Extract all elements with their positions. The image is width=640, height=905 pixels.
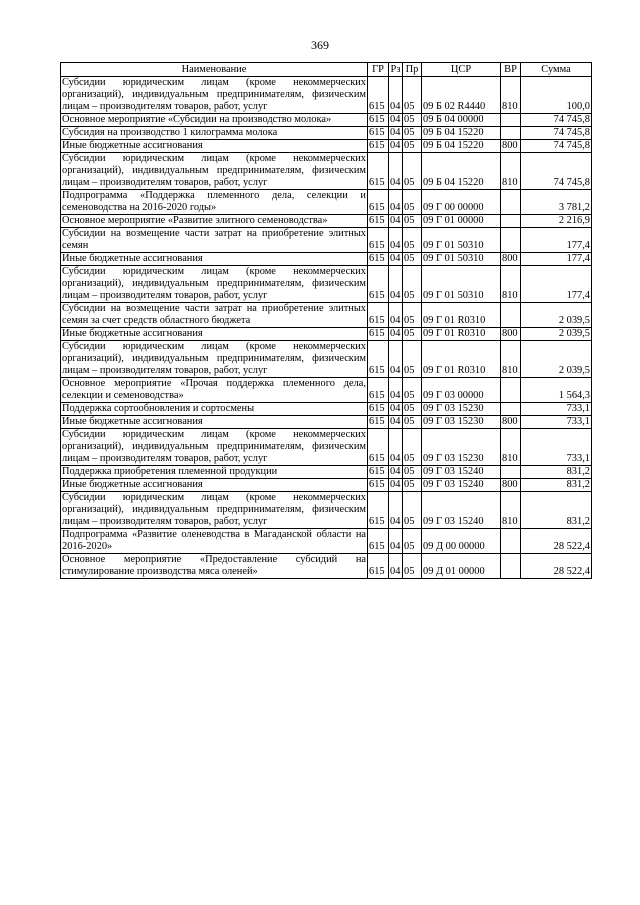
- header-pr: Пр: [403, 63, 422, 77]
- row-vr: 810: [501, 492, 521, 529]
- header-sum: Сумма: [521, 63, 592, 77]
- row-sum: 28 522,4: [521, 529, 592, 554]
- row-gr: 615: [368, 266, 389, 303]
- row-csr: 09 Г 01 00000: [422, 215, 501, 228]
- row-name: Иные бюджетные ассигнования: [61, 328, 368, 341]
- row-sum: 831,2: [521, 466, 592, 479]
- row-name: Субсидии юридическим лицам (кроме некоммерческих организаций), индивидуальным предпринимателям, физическим лицам – производителям товаров, работ, услуг: [62, 492, 366, 527]
- header-vr: ВР: [501, 63, 521, 77]
- row-csr: 09 Д 01 00000: [422, 554, 501, 579]
- row-vr: [501, 378, 521, 403]
- row-sum: 74 745,8: [521, 153, 592, 190]
- row-rz: 04: [389, 554, 403, 579]
- row-rz: 04: [389, 403, 403, 416]
- row-rz: 04: [389, 153, 403, 190]
- row-sum: 74 745,8: [521, 114, 592, 127]
- row-vr: [501, 554, 521, 579]
- row-rz: 04: [389, 529, 403, 554]
- table-row: [61, 328, 592, 341]
- row-vr: 800: [501, 479, 521, 492]
- row-rz: 04: [389, 429, 403, 466]
- row-csr: 09 Б 02 R4440: [422, 77, 501, 114]
- row-sum: 733,1: [521, 403, 592, 416]
- row-vr: [501, 215, 521, 228]
- row-name: Поддержка сортообновления и сортосмены: [61, 403, 368, 416]
- row-rz: 04: [389, 466, 403, 479]
- row-name: Субсидии юридическим лицам (кроме некоммерческих организаций), индивидуальным предпринимателям, физическим лицам – производителям товаров, работ, услуг: [62, 153, 366, 188]
- row-pr: 05: [403, 140, 422, 153]
- row-csr: 09 Б 04 15220: [422, 127, 501, 140]
- row-pr: 05: [403, 303, 422, 328]
- table-row: [61, 466, 592, 479]
- row-csr: 09 Г 01 50310: [422, 253, 501, 266]
- row-csr: 09 Г 01 R0310: [422, 328, 501, 341]
- row-name: Субсидии юридическим лицам (кроме некоммерческих организаций), индивидуальным предпринимателям, физическим лицам – производителям товаров, работ, услуг: [62, 77, 366, 112]
- row-pr: 05: [403, 403, 422, 416]
- row-pr: 05: [403, 253, 422, 266]
- row-pr: 05: [403, 492, 422, 529]
- row-gr: 615: [368, 228, 389, 253]
- row-pr: 05: [403, 190, 422, 215]
- header-rz: Рз: [389, 63, 403, 77]
- row-rz: 04: [389, 140, 403, 153]
- row-csr: 09 Д 00 00000: [422, 529, 501, 554]
- table-row: [61, 416, 592, 429]
- budget-table: [60, 62, 592, 579]
- row-pr: 05: [403, 429, 422, 466]
- row-sum: 2 039,5: [521, 341, 592, 378]
- row-name: Субсидия на производство 1 килограмма молока: [61, 127, 368, 140]
- table-row: [61, 228, 592, 253]
- row-name: Субсидии юридическим лицам (кроме некоммерческих организаций), индивидуальным предпринимателям, физическим лицам – производителям товаров, работ, услуг: [62, 266, 366, 301]
- row-name: Иные бюджетные ассигнования: [61, 140, 368, 153]
- table-row: [61, 492, 592, 529]
- row-sum: 3 781,2: [521, 190, 592, 215]
- table-row: [61, 266, 592, 303]
- header-gr: ГР: [368, 63, 389, 77]
- row-pr: 05: [403, 215, 422, 228]
- row-name: Иные бюджетные ассигнования: [61, 253, 368, 266]
- table-row: [61, 429, 592, 466]
- row-gr: 615: [368, 466, 389, 479]
- row-rz: 04: [389, 492, 403, 529]
- row-gr: 615: [368, 153, 389, 190]
- row-name: Основное мероприятие «Прочая поддержка племенного дела, селекции и семеноводства»: [62, 378, 366, 401]
- row-rz: 04: [389, 416, 403, 429]
- table-row: [61, 303, 592, 328]
- row-pr: 05: [403, 416, 422, 429]
- row-gr: 615: [368, 190, 389, 215]
- table-row: [61, 153, 592, 190]
- row-csr: 09 Б 04 15220: [422, 153, 501, 190]
- row-sum: 100,0: [521, 77, 592, 114]
- row-pr: 05: [403, 114, 422, 127]
- row-csr: 09 Г 03 15230: [422, 416, 501, 429]
- row-name: Основное мероприятие «Развитие элитного семеноводства»: [61, 215, 368, 228]
- row-rz: 04: [389, 303, 403, 328]
- row-pr: 05: [403, 266, 422, 303]
- row-gr: 615: [368, 378, 389, 403]
- row-rz: 04: [389, 378, 403, 403]
- row-name: Субсидии юридическим лицам (кроме некоммерческих организаций), индивидуальным предпринимателям, физическим лицам – производителям товаров, работ, услуг: [62, 429, 366, 464]
- row-gr: 615: [368, 492, 389, 529]
- row-vr: 810: [501, 153, 521, 190]
- row-name: Подпрограмма «Развитие оленеводства в Магаданской области на 2016-2020»: [62, 529, 366, 552]
- row-pr: 05: [403, 228, 422, 253]
- row-csr: 09 Г 00 00000: [422, 190, 501, 215]
- row-pr: 05: [403, 153, 422, 190]
- page-number: 369: [311, 38, 329, 52]
- row-vr: [501, 228, 521, 253]
- row-sum: 177,4: [521, 253, 592, 266]
- table-header-row: [61, 63, 592, 77]
- row-rz: 04: [389, 266, 403, 303]
- row-gr: 615: [368, 140, 389, 153]
- table-row: [61, 253, 592, 266]
- table-body: [61, 77, 592, 579]
- row-pr: 05: [403, 328, 422, 341]
- row-rz: 04: [389, 328, 403, 341]
- row-pr: 05: [403, 466, 422, 479]
- row-name: Подпрограмма «Поддержка племенного дела, селекции и семеноводства на 2016-2020 годы»: [62, 190, 366, 213]
- row-gr: 615: [368, 479, 389, 492]
- row-rz: 04: [389, 77, 403, 114]
- table-row: [61, 140, 592, 153]
- table-row: [61, 341, 592, 378]
- row-rz: 04: [389, 114, 403, 127]
- row-vr: [501, 303, 521, 328]
- row-gr: 615: [368, 529, 389, 554]
- row-name: Субсидии на возмещение части затрат на приобретение элитных семян: [62, 228, 366, 251]
- row-sum: 2 039,5: [521, 303, 592, 328]
- row-name: Субсидии на возмещение части затрат на приобретение элитных семян за счет средств областного бюджета: [62, 303, 366, 326]
- row-vr: 810: [501, 77, 521, 114]
- row-sum: 2 216,9: [521, 215, 592, 228]
- row-gr: 615: [368, 341, 389, 378]
- header-name: Наименование: [61, 63, 368, 77]
- row-csr: 09 Г 03 15240: [422, 479, 501, 492]
- table-row: [61, 114, 592, 127]
- row-gr: 615: [368, 303, 389, 328]
- row-vr: [501, 529, 521, 554]
- row-rz: 04: [389, 479, 403, 492]
- row-rz: 04: [389, 127, 403, 140]
- table-row: [61, 403, 592, 416]
- row-pr: 05: [403, 378, 422, 403]
- row-gr: 615: [368, 253, 389, 266]
- row-gr: 615: [368, 403, 389, 416]
- row-gr: 615: [368, 77, 389, 114]
- row-rz: 04: [389, 341, 403, 378]
- row-name: Субсидии юридическим лицам (кроме некоммерческих организаций), индивидуальным предпринимателям, физическим лицам – производителям товаров, работ, услуг: [62, 341, 366, 376]
- row-rz: 04: [389, 215, 403, 228]
- row-sum: 74 745,8: [521, 140, 592, 153]
- table-row: [61, 127, 592, 140]
- header-csr: ЦСР: [422, 63, 501, 77]
- table-row: [61, 479, 592, 492]
- row-sum: 2 039,5: [521, 328, 592, 341]
- row-gr: 615: [368, 416, 389, 429]
- row-sum: 1 564,3: [521, 378, 592, 403]
- row-vr: [501, 466, 521, 479]
- row-sum: 177,4: [521, 266, 592, 303]
- row-vr: 800: [501, 416, 521, 429]
- row-name: Основное мероприятие «Предоставление субсидий на стимулирование производства мяса оленей»: [62, 554, 366, 577]
- row-csr: 09 Г 03 15240: [422, 466, 501, 479]
- row-rz: 04: [389, 190, 403, 215]
- row-csr: 09 Б 04 15220: [422, 140, 501, 153]
- row-sum: 74 745,8: [521, 127, 592, 140]
- row-csr: 09 Г 01 R0310: [422, 341, 501, 378]
- row-vr: 810: [501, 429, 521, 466]
- row-csr: 09 Г 01 R0310: [422, 303, 501, 328]
- row-csr: 09 Г 03 15230: [422, 429, 501, 466]
- row-pr: 05: [403, 127, 422, 140]
- row-name: Поддержка приобретения племенной продукции: [61, 466, 368, 479]
- table-row: [61, 529, 592, 554]
- row-vr: 810: [501, 341, 521, 378]
- table-row: [61, 215, 592, 228]
- row-pr: 05: [403, 529, 422, 554]
- row-name: Иные бюджетные ассигнования: [61, 479, 368, 492]
- row-rz: 04: [389, 253, 403, 266]
- row-pr: 05: [403, 341, 422, 378]
- row-vr: [501, 127, 521, 140]
- row-gr: 615: [368, 127, 389, 140]
- row-sum: 733,1: [521, 429, 592, 466]
- row-csr: 09 Г 03 15240: [422, 492, 501, 529]
- row-vr: 800: [501, 140, 521, 153]
- row-gr: 615: [368, 429, 389, 466]
- row-gr: 615: [368, 328, 389, 341]
- row-csr: 09 Г 03 00000: [422, 378, 501, 403]
- row-vr: 800: [501, 328, 521, 341]
- row-csr: 09 Г 01 50310: [422, 266, 501, 303]
- row-gr: 615: [368, 554, 389, 579]
- table-row: [61, 554, 592, 579]
- table-row: [61, 77, 592, 114]
- row-csr: 09 Г 03 15230: [422, 403, 501, 416]
- row-vr: [501, 114, 521, 127]
- table-row: [61, 378, 592, 403]
- row-gr: 615: [368, 114, 389, 127]
- table-row: [61, 190, 592, 215]
- row-vr: [501, 403, 521, 416]
- row-pr: 05: [403, 77, 422, 114]
- row-sum: 831,2: [521, 492, 592, 529]
- row-sum: 28 522,4: [521, 554, 592, 579]
- row-vr: [501, 190, 521, 215]
- row-pr: 05: [403, 554, 422, 579]
- row-pr: 05: [403, 479, 422, 492]
- row-gr: 615: [368, 215, 389, 228]
- row-rz: 04: [389, 228, 403, 253]
- row-csr: 09 Б 04 00000: [422, 114, 501, 127]
- row-csr: 09 Г 01 50310: [422, 228, 501, 253]
- row-sum: 831,2: [521, 479, 592, 492]
- row-sum: 177,4: [521, 228, 592, 253]
- row-vr: 810: [501, 266, 521, 303]
- row-name: Иные бюджетные ассигнования: [61, 416, 368, 429]
- row-sum: 733,1: [521, 416, 592, 429]
- row-vr: 800: [501, 253, 521, 266]
- row-name: Основное мероприятие «Субсидии на производство молока»: [61, 114, 368, 127]
